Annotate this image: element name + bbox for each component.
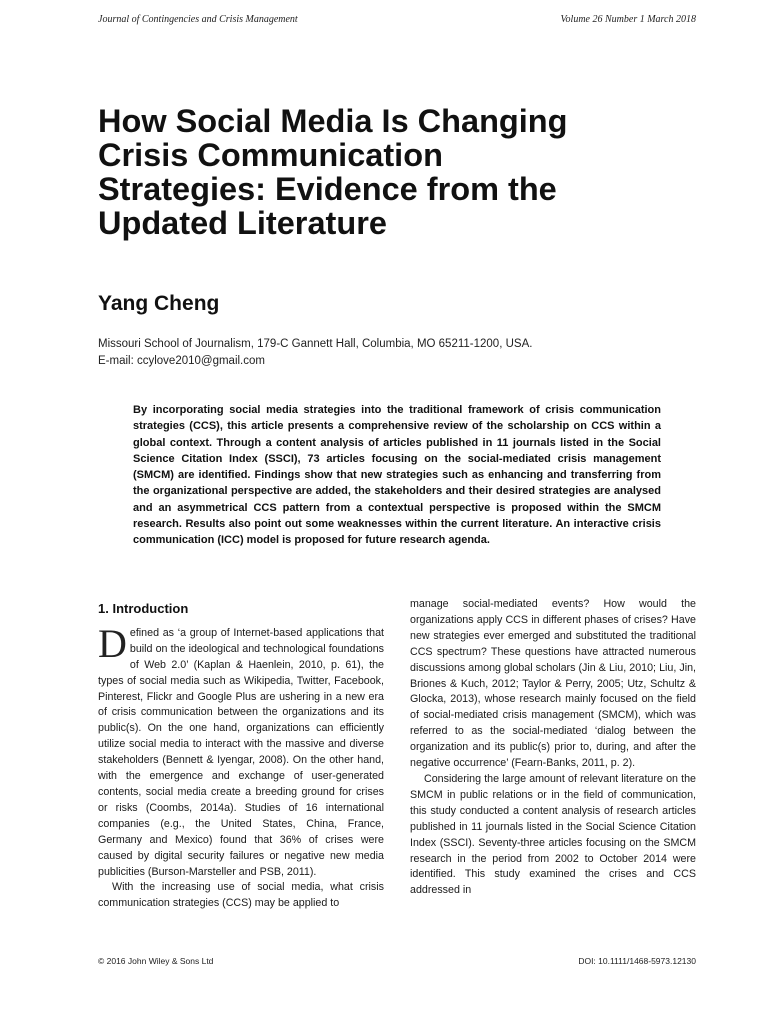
copyright: © 2016 John Wiley & Sons Ltd: [98, 956, 214, 966]
intro-paragraph-2-continued-text: manage social-mediated events? How would the organizations apply CCS in different phases of crises? Have new strategies ever emerged and substituted the traditional CCS spectrum? These questions have attracted numerous discussions among global scholars (Jin & Liu, 2010; Liu, Jin, Briones & Kuch, 2012; Taylor & Perry, 2005; Utz, Schultz & Glocka, 2013), whose research mainly focused on the field of social-mediated crisis management (SMCM), which was referred to as the social-mediated ‘dialog between the organization and its public(s) prior to, during, and after the negative occurrence’ (Fearn-Banks, 2011, p. 2).: [410, 598, 696, 770]
affiliation: Missouri School of Journalism, 179-C Gannett Hall, Columbia, MO 65211-1200, USA.: [98, 338, 533, 350]
article-title: [98, 104, 698, 240]
intro-paragraph-2-text: With the increasing use of social media, what crisis communication strategies (CCS) may be applied to: [98, 881, 384, 910]
journal-name: Journal of Contingencies and Crisis Management: [98, 14, 298, 25]
running-head: [98, 14, 696, 25]
body-column-left: [98, 601, 384, 912]
title-line: Updated Literature: [98, 205, 387, 241]
drop-cap: D: [98, 620, 127, 666]
author-email: E-mail: ccylove2010@gmail.com: [98, 355, 265, 367]
section-heading: 1. Introduction: [98, 601, 189, 616]
intro-paragraph-1-text: efined as ‘a group of Internet-based applications that build on the ideological and technological foundations of Web 2.0’ (Kaplan & Haenlein, 2010, p. 61), the types of social media such as Wikipedia, Twitter, Facebook, Pinterest, Flickr and Google Plus are ushering in a new era of crisis communication between the organizations and its public(s). On the one hand, organizations can efficiently utilize social media to interact with the massive and diverse stakeholders (Bennett & Iyengar, 2008). On the other hand, with the emergence and exchange of user-generated contents, social media create a breeding ground for crises or risks (Coombs, 2014a). Studies of 16 international companies (e.g., the United States, China, France, Germany and Mexico) found that 36% of crises were caused by digital security failures or negative new media publicities (Burson-Marsteller and PSB, 2011).: [98, 626, 384, 878]
intro-paragraph-2-continued: [410, 597, 696, 772]
author-name: Yang Cheng: [98, 292, 220, 315]
title-line: Crisis Communication: [98, 137, 443, 173]
intro-paragraph-3: Considering the large amount of relevant literature on the SMCM in public relations or in the field of communication, this study conducted a content analysis of research articles published in 11 journals listed in the Social Science Citation Index (SSCI). Seventy-three articles focusing on the SMCM research in the period from 2002 to October 2014 were identified. This study examined the crises and CCS addressed in: [410, 772, 696, 897]
title-line: How Social Media Is Changing: [98, 103, 568, 139]
intro-paragraph-1: [98, 620, 384, 881]
issue-info: Volume 26 Number 1 March 2018: [560, 14, 696, 25]
page-footer: [98, 956, 696, 966]
author-affiliation-block: [98, 336, 698, 370]
doi: DOI: 10.1111/1468-5973.12130: [578, 956, 696, 966]
intro-paragraph-2-start: [98, 880, 384, 912]
abstract: By incorporating social media strategies into the traditional framework of crisis communication strategies (CCS), this article presents a comprehensive review of the scholarship on CCS within a global context. Through a content analysis of articles published in 11 journals listed in the Social Science Citation Index (SSCI), 73 articles focusing on the social-mediated crisis management (SMCM) are identified. Findings show that new strategies such as enhancing and transferring from the organizational perspective are added, the stakeholders and their desired strategies are analysed and an asymmetrical CCS pattern from a contextual perspective is proposed within the SMCM research. Results also point out some weaknesses within the current literature. An interactive crisis communication (ICC) model is proposed for future research agenda.: [133, 404, 661, 547]
title-line: Strategies: Evidence from the: [98, 171, 557, 207]
body-column-right: [410, 597, 696, 899]
